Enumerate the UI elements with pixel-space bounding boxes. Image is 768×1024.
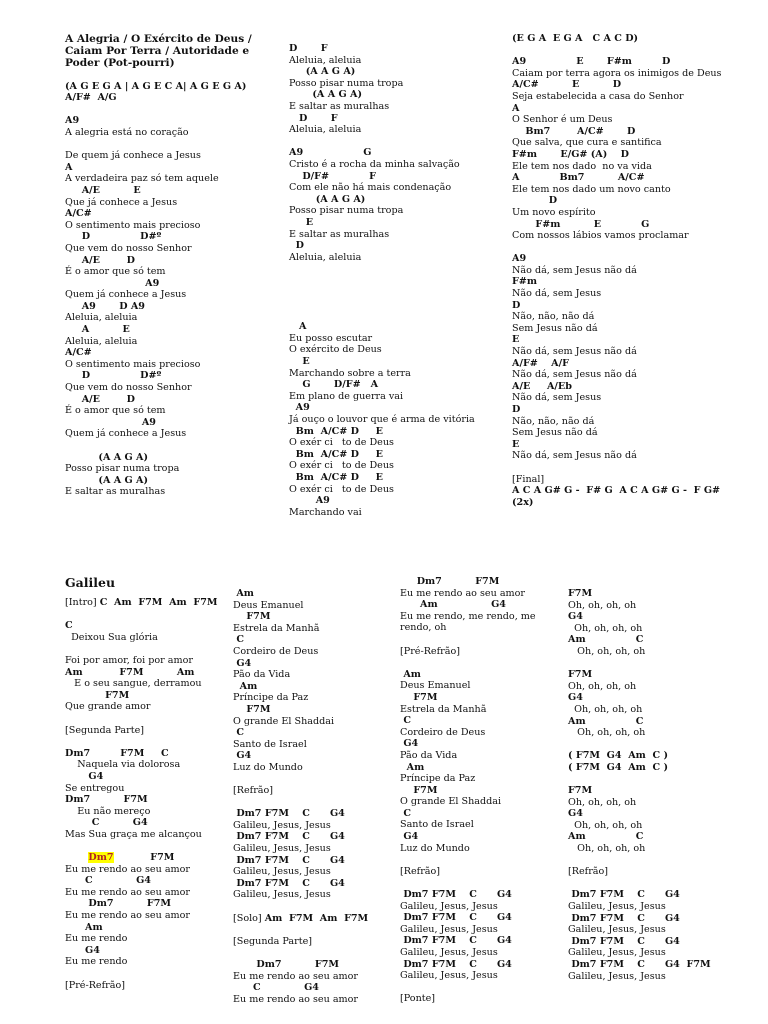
lyric-line: Marchando vai xyxy=(289,506,362,518)
lyric-line: Luz do Mundo xyxy=(233,761,303,773)
song2-col3-lines xyxy=(400,576,565,1005)
lyric-line: Posso pisar numa tropa xyxy=(289,205,404,217)
chord-line: G4 xyxy=(233,657,252,669)
lyric-line: Santo de Israel xyxy=(233,738,307,750)
song1-column-3 xyxy=(512,33,762,508)
chord-line: Dm7 F7M C G4 xyxy=(568,935,680,947)
chord-line: D xyxy=(289,240,304,252)
lyric-line: Galileu, Jesus, Jesus xyxy=(233,889,331,901)
lyric-line xyxy=(568,878,763,890)
lyric-line: O exér ci to de Deus xyxy=(289,437,394,449)
lyric-line: Não dá, sem Jesus não dá xyxy=(512,450,637,462)
lyric-line xyxy=(568,855,763,867)
chord-line: Dm7 F7M xyxy=(65,898,172,910)
chord-line: Dm7 F7M C G4 xyxy=(400,889,512,901)
chord-line: (A A G A) xyxy=(65,451,149,463)
chord-line: Bm A/C# D E xyxy=(289,448,383,460)
lyric-line xyxy=(289,275,499,287)
lyric-line: Galileu, Jesus, Jesus xyxy=(400,923,498,935)
lyric-line: Não dá, sem Jesus xyxy=(512,288,602,300)
chord-line: G D/F# A xyxy=(289,379,379,391)
chord-line: A9 xyxy=(289,495,330,507)
lyric-line: O sentimento mais precioso xyxy=(65,219,201,231)
lyric-line: O grande El Shaddai xyxy=(233,715,335,727)
chord-line: Dm7 F7M xyxy=(233,959,340,970)
chord-run: C Am F7M Am F7M xyxy=(99,597,218,608)
chord-line: A/E A/Eb xyxy=(512,380,572,392)
chord-line: (A A G A) xyxy=(289,66,356,78)
lyric-line: Com nossos lábios vamos proclamar xyxy=(512,230,689,242)
lyric-line: Seja estabelecida a casa do Senhor xyxy=(512,90,684,102)
lyric-line: Que salva, que cura e santifica xyxy=(512,137,662,149)
lyric-line: Cordeiro de Deus xyxy=(233,645,319,657)
chord-line: F7M xyxy=(233,611,271,623)
lyric-line: Deixou Sua glória xyxy=(65,631,158,643)
chord-line: A9 xyxy=(512,253,527,265)
lyric-line: Galileu, Jesus, Jesus xyxy=(568,970,666,982)
song1-col2-lines xyxy=(289,43,499,518)
chord-line: A Bm7 A/C# xyxy=(512,172,645,184)
chord-line: G4 xyxy=(400,831,419,843)
lyric-line: [Refrão] xyxy=(400,865,441,877)
song1-col3-lines xyxy=(512,33,762,508)
chord-line: F7M xyxy=(400,691,438,703)
lyric-line: Eu não mereço xyxy=(65,805,151,817)
chord-line: C xyxy=(233,634,244,646)
chord-line: C xyxy=(400,715,411,727)
lyric-line: Não dá, sem Jesus não dá xyxy=(512,264,637,276)
chord-line: Bm7 A/C# D xyxy=(512,125,636,137)
lyric-line: [Refrão] xyxy=(233,785,274,797)
lyric-line: O exér ci to de Deus xyxy=(289,483,394,495)
chord-line: Dm7 F7M C G4 xyxy=(233,877,345,889)
lyric-line: [Pré-Refrão] xyxy=(65,979,125,991)
chord-line: Am F7M Am xyxy=(65,666,195,678)
lyric-line: Eu me rendo ao seu amor xyxy=(65,863,191,875)
lyric-line: Posso pisar numa tropa xyxy=(65,463,180,475)
lyric-line: Eu me rendo xyxy=(65,933,128,945)
lyric-line: Sem Jesus não dá xyxy=(512,322,598,334)
chord-line: Am C xyxy=(568,634,644,646)
chord-line: Am xyxy=(233,680,258,692)
chord-line: G4 xyxy=(568,692,583,704)
lyric-line: E saltar as muralhas xyxy=(289,100,390,112)
chord-line: G4 xyxy=(65,944,100,956)
chord-line: C xyxy=(65,620,73,632)
lyric-line xyxy=(289,298,499,310)
chord-line: A E xyxy=(65,324,130,336)
lyric-line: Oh, oh, oh, oh xyxy=(568,680,637,692)
lyric-line: Pão da Vida xyxy=(400,749,458,761)
lyric-line: Foi por amor, foi por amor xyxy=(65,654,193,666)
chord-line: (A G E G A | A G E C A| A G E G A) xyxy=(65,80,247,92)
lyric-line: Galileu, Jesus, Jesus xyxy=(233,866,331,878)
lyric-line: Não dá, sem Jesus não dá xyxy=(512,346,637,358)
lyric-line: Galileu, Jesus, Jesus xyxy=(400,970,498,982)
lyric-line: Com ele não há mais condenação xyxy=(289,182,452,194)
lyric-line: O Senhor é um Deus xyxy=(512,114,613,126)
chord-line: Dm7 F7M C G4 xyxy=(233,808,345,820)
song1-title: A Alegria / O Exército de Deus / Caiam Por Terra / Autoridade e Poder (Pot-pourri) xyxy=(65,33,252,69)
song1-column-2 xyxy=(289,43,499,518)
chord-line: F7M xyxy=(568,669,593,681)
lyric-line: Eu me rendo ao seu amor xyxy=(65,886,191,898)
chord-line: Dm7 F7M C G4 xyxy=(568,889,680,901)
lyric-line xyxy=(65,736,230,748)
lyric-line: Ele tem nos dado no va vida xyxy=(512,160,652,172)
lyric-line: Que vem do nosso Senhor xyxy=(65,382,192,394)
lyric-line xyxy=(400,982,565,994)
lyric-line: Se entregou xyxy=(65,782,125,794)
lyric-line: Oh, oh, oh, oh xyxy=(568,622,643,634)
lyric-line: Caiam por terra agora os inimigos de Deus xyxy=(512,67,722,79)
chord-line: A/F# A/G xyxy=(65,92,117,104)
song2-column-4 xyxy=(568,588,763,982)
chord-line: D F xyxy=(289,43,328,54)
lyric-line: O exército de Deus xyxy=(289,344,382,356)
song2-col1-lines xyxy=(65,597,230,991)
lyric-line xyxy=(65,840,230,852)
chord-line: A9 G xyxy=(289,147,372,159)
chord-line: A9 E F#m D xyxy=(512,56,671,68)
lyric-line: Deus Emanuel xyxy=(233,599,304,611)
chord-line: F7M xyxy=(568,588,593,599)
lyric-line: Aleluia, aleluia xyxy=(289,54,362,66)
chord-line: Dm7 F7M xyxy=(400,576,500,587)
chord-line: Dm7 F7M C G4 xyxy=(233,854,345,866)
lyric-line: Que já conhece a Jesus xyxy=(65,196,178,208)
chord-line: A/E D xyxy=(65,254,135,266)
chord-line: C G4 xyxy=(233,982,319,994)
lyric-line: Estrela da Manhã xyxy=(233,622,320,634)
lyric-line xyxy=(289,263,499,275)
lyric-line: Galileu, Jesus, Jesus xyxy=(400,900,498,912)
lyric-line: O exér ci to de Deus xyxy=(289,460,394,472)
lyric-line: E o seu sangue, derramou xyxy=(65,678,202,690)
song2-column-2 xyxy=(233,588,398,1005)
chord-line: Dm7 F7M C G4 xyxy=(400,958,512,970)
chord-line: D D#º xyxy=(65,231,162,243)
song2-title: Galileu xyxy=(65,575,116,590)
lyric-line: Em plano de guerra vai xyxy=(289,390,404,402)
lyric-line: Galileu, Jesus, Jesus xyxy=(568,901,666,913)
lyric-line: Mas Sua graça me alcançou xyxy=(65,828,202,840)
lyric-line: Já ouço o louvor que é arma de vitória xyxy=(289,414,475,425)
lyric-line: rendo, oh xyxy=(400,622,447,634)
lyric-line: [Segunda Parte] xyxy=(65,724,145,736)
lyric-line xyxy=(65,968,230,980)
chord-line: Am C xyxy=(568,831,644,843)
lyric-line: [Refrão] xyxy=(568,866,609,878)
chord-line: D F xyxy=(289,112,338,124)
chord-line: A/E D xyxy=(65,393,135,405)
lyric-line: [Solo] Am F7M Am F7M xyxy=(233,912,369,924)
chord-line: A C A G# G - F# G A C A G# G - F G# xyxy=(512,485,721,497)
chord-run: Am F7M Am F7M xyxy=(264,912,369,924)
song1-col1-lines xyxy=(65,81,265,498)
chord-line: Dm7 F7M C G4 xyxy=(400,935,512,947)
chord-line: Dm7 F7M xyxy=(65,794,148,806)
chord-line: (A A G A) xyxy=(289,89,363,101)
chord-line: Bm A/C# D E xyxy=(289,425,383,437)
chord-line: E xyxy=(289,356,310,368)
lyric-line: É o amor que só tem xyxy=(65,266,166,278)
lyric-line: Aleluia, aleluia xyxy=(289,124,362,136)
lyric-line: Não dá, sem Jesus xyxy=(512,392,602,404)
lyric-line xyxy=(400,854,565,866)
lyric-line: Galileu, Jesus, Jesus xyxy=(233,843,331,855)
chord-line: A/C# E D xyxy=(512,79,622,91)
lyric-line: Marchando sobre a terra xyxy=(289,367,411,379)
song2-column-1 xyxy=(65,576,230,991)
lyric-line: Eu me rendo, me rendo, me xyxy=(400,610,536,622)
chord-line: G4 xyxy=(568,611,583,623)
lyric-line: Cordeiro de Deus xyxy=(400,726,486,738)
lyric-line: Oh, oh, oh, oh xyxy=(568,599,637,611)
lyric-line xyxy=(568,739,763,751)
lyric-line: Eu posso escutar xyxy=(289,332,373,344)
chord-line: Dm7 F7M C xyxy=(65,747,169,759)
lyric-line: Príncipe da Paz xyxy=(233,692,309,704)
chord-line: Dm7 F7M C G4 xyxy=(400,912,512,924)
lyric-line xyxy=(568,774,763,786)
lyric-line: Pão da Vida xyxy=(233,669,291,681)
lyric-line: De quem já conhece a Jesus xyxy=(65,150,201,162)
chord-line: A/C# xyxy=(65,208,92,220)
chord-line: E xyxy=(512,438,520,450)
chord-line: Dm7 F7M C G4 xyxy=(568,912,680,924)
chord-line: A/E E xyxy=(65,184,141,196)
lyric-line: Galileu, Jesus, Jesus xyxy=(233,819,331,831)
lyric-line: Um novo espírito xyxy=(512,206,596,218)
song2-col4-lines xyxy=(568,588,763,982)
chord-line: A9 xyxy=(289,402,310,414)
lyric-line: Galileu, Jesus, Jesus xyxy=(568,924,666,936)
lyric-line: Oh, oh, oh, oh xyxy=(568,843,646,855)
lyric-line: Luz do Mundo xyxy=(400,842,470,854)
chord-line: D xyxy=(512,195,558,207)
lyric-line: Não, não, não dá xyxy=(512,415,595,427)
lyric-line xyxy=(512,462,762,474)
chord-line: Dm7 F7M xyxy=(88,852,175,864)
lyric-line xyxy=(65,609,230,621)
chord-line: Am G4 xyxy=(400,599,506,611)
chord-line: (A A G A) xyxy=(289,193,366,205)
lyric-line xyxy=(400,657,565,669)
lyric-line: O sentimento mais precioso xyxy=(65,358,201,370)
chord-line: G4 xyxy=(233,750,252,762)
chord-line: Am C xyxy=(568,715,644,727)
song2-col2-lines xyxy=(233,588,398,1005)
chord-line: C xyxy=(400,807,411,819)
lyric-line xyxy=(233,774,398,786)
chord-line: A xyxy=(512,102,520,114)
chord-line: (A A G A) xyxy=(65,474,149,486)
lyric-line: [Segunda Parte] xyxy=(233,935,313,947)
chord-line: (2x) xyxy=(512,496,534,508)
chord-line: Dm7 F7M C G4 F7M xyxy=(568,959,711,970)
chord-line: ( F7M G4 Am C ) xyxy=(568,761,669,773)
lyric-line xyxy=(512,242,762,254)
lyric-line xyxy=(65,139,265,151)
chord-line: F#m E G xyxy=(512,218,650,230)
chord-line: D xyxy=(512,299,521,311)
chord-line: (E G A E G A C A C D) xyxy=(512,33,639,44)
lyric-line xyxy=(568,658,763,670)
lyric-line: Oh, oh, oh, oh xyxy=(568,703,643,715)
lyric-line: Sem Jesus não dá xyxy=(512,427,598,439)
chord-line: A xyxy=(65,161,73,173)
lyric-line: Posso pisar numa tropa xyxy=(289,77,404,89)
lyric-line: Que grande amor xyxy=(65,701,151,713)
chord-line: G4 xyxy=(65,770,104,782)
chord-line: F7M xyxy=(65,689,130,701)
chord-line: G4 xyxy=(400,738,419,750)
lyric-line xyxy=(233,797,398,809)
lyric-line: E saltar as muralhas xyxy=(65,486,166,498)
chord-line: F7M xyxy=(233,703,271,715)
lyric-line: Não, não, não dá xyxy=(512,311,595,323)
chord-line: D xyxy=(512,404,521,415)
lyric-line: [Ponte] xyxy=(400,993,436,1005)
lyric-line xyxy=(65,440,265,452)
lyric-line: Deus Emanuel xyxy=(400,680,471,692)
lyric-line: É o amor que só tem xyxy=(65,405,166,417)
lyric-line: Quem já conhece a Jesus xyxy=(65,289,187,301)
chord-line: Am xyxy=(233,588,254,599)
lyric-line: Oh, oh, oh, oh xyxy=(568,819,643,831)
chord-line: Dm7 F7M C G4 xyxy=(233,831,345,843)
lyric-line: Oh, oh, oh, oh xyxy=(568,727,646,739)
chord-line: C xyxy=(233,727,244,739)
lyric-line: Eu me rendo ao seu amor xyxy=(233,970,359,982)
lyric-line: Aleluia, aleluia xyxy=(65,312,138,324)
lyric-line: Aleluia, aleluia xyxy=(65,335,138,347)
lyric-line xyxy=(289,136,499,148)
highlighted-chord: Dm7 xyxy=(88,852,114,864)
chord-line: A/F# A/F xyxy=(512,357,569,369)
lyric-line: [Intro] C Am F7M Am F7M xyxy=(65,597,218,608)
chord-line: F#m E/G# (A) D xyxy=(512,148,629,160)
chord-line: C G4 xyxy=(65,875,151,887)
lyric-line: Galileu, Jesus, Jesus xyxy=(400,947,498,958)
chord-line: Am xyxy=(400,668,421,680)
lyric-line: Estrela da Manhã xyxy=(400,703,487,715)
chord-line: A9 xyxy=(65,416,156,428)
chord-line: G4 xyxy=(568,808,583,820)
lyric-line: Quem já conhece a Jesus xyxy=(65,428,187,440)
lyric-line xyxy=(65,643,230,655)
chord-line: A9 xyxy=(65,277,160,289)
song2-column-3 xyxy=(400,576,565,1005)
lyric-line: Galileu, Jesus, Jesus xyxy=(568,947,666,959)
chord-line: E xyxy=(512,334,520,346)
lyric-line: Oh, oh, oh, oh xyxy=(568,796,637,808)
chord-line: D D#º xyxy=(65,370,162,382)
lyric-line: E saltar as muralhas xyxy=(289,228,390,240)
chord-line: A9 xyxy=(65,115,80,127)
lyric-line xyxy=(233,924,398,936)
lyric-line xyxy=(65,104,265,116)
chord-line: D/F# F xyxy=(289,170,376,182)
chord-line: Am xyxy=(400,761,425,773)
lyric-line: Eu me rendo ao seu amor xyxy=(65,910,191,922)
lyric-line: Príncipe da Paz xyxy=(400,773,476,785)
lyric-line: Cristo é a rocha da minha salvação xyxy=(289,158,460,170)
lyric-line xyxy=(289,286,499,298)
chord-line: C G4 xyxy=(65,817,148,829)
lyric-line xyxy=(400,634,565,646)
lyric-line: Naquela via dolorosa xyxy=(65,759,181,771)
lyric-line xyxy=(512,45,762,57)
lyric-line: Não dá, sem Jesus não dá xyxy=(512,369,637,381)
chord-line: F7M xyxy=(400,784,438,796)
chord-line: F7M xyxy=(568,785,593,797)
lyric-line xyxy=(233,901,398,913)
lyric-line xyxy=(400,877,565,889)
lyric-line: O grande El Shaddai xyxy=(400,796,502,808)
chord-line: A xyxy=(289,321,307,333)
lyric-line: [Final] xyxy=(512,473,545,485)
lyric-line: Ele tem nos dado um novo canto xyxy=(512,183,671,195)
lyric-line: Oh, oh, oh, oh xyxy=(568,645,646,657)
chord-line: Bm A/C# D E xyxy=(289,471,383,483)
chord-line: E xyxy=(289,216,314,228)
lyric-line xyxy=(233,947,398,959)
lyric-line: Santo de Israel xyxy=(400,819,474,831)
lyric-line: Eu me rendo ao seu amor xyxy=(400,587,526,599)
song1-column-1 xyxy=(65,33,265,498)
lyric-line: Que vem do nosso Senhor xyxy=(65,242,192,254)
lyric-line: [Pré-Refrão] xyxy=(400,645,460,657)
chord-line: Am xyxy=(65,921,103,933)
lyric-line: Eu me rendo ao seu amor xyxy=(233,993,359,1005)
lyric-line: A alegria está no coração xyxy=(65,126,189,138)
lyric-line xyxy=(65,713,230,725)
chord-line: ( F7M G4 Am C ) xyxy=(568,750,669,762)
lyric-line: Aleluia, aleluia xyxy=(289,251,362,263)
lyric-line: A verdadeira paz só tem aquele xyxy=(65,173,219,185)
chord-line: A9 D A9 xyxy=(65,300,145,312)
lyric-line xyxy=(289,310,499,322)
chord-line: F#m xyxy=(512,276,538,288)
lyric-line: Eu me rendo xyxy=(65,956,128,968)
chord-line: A/C# xyxy=(65,347,92,359)
